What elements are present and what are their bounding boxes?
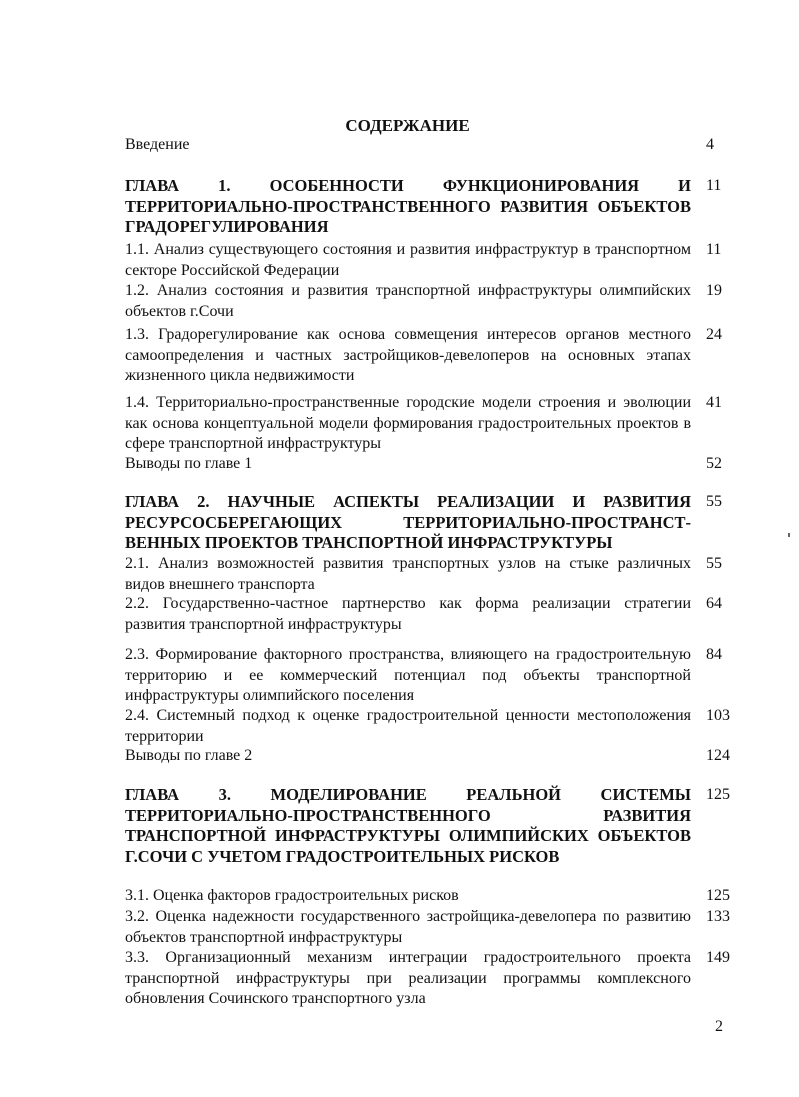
scan-speck bbox=[788, 533, 790, 537]
toc-entry-text: 1.2. Анализ состояния и развития транспортной инфраструктуры олимпийских объектов г.Сочи bbox=[125, 282, 691, 320]
toc-chapter-heading: ГЛАВА 1. ОСОБЕННОСТИ ФУНКЦИОНИРОВАНИЯ И ТЕРРИТОРИАЛЬНО-ПРОСТРАНСТВЕННОГО РАЗВИТИЯ ОБЪЕКТОВ ГРАДОРЕГУЛИРОВАНИЯ bbox=[125, 176, 691, 237]
toc-entry-text: 2.1. Анализ возможностей развития транспортных узлов на стыке различных видов внешнего транспорта bbox=[125, 555, 691, 593]
toc-chapter-heading: ГЛАВА 3. МОДЕЛИРОВАНИЕ РЕАЛЬНОЙ СИСТЕМЫ ТЕРРИТОРИАЛЬНО-ПРОСТРАНСТВЕННОГО РАЗВИТИЯ ТРАНСПОРТНОЙ ИНФРАСТРУКТУРЫ ОЛИМПИЙСКИХ ОБЪЕКТОВ Г.СОЧИ С УЧЕТОМ ГРАДОСТРОИТЕЛЬНЫХ РИСКОВ bbox=[125, 785, 691, 866]
toc-entry-text: Введение bbox=[125, 136, 190, 153]
toc-entry-page: 125 bbox=[706, 887, 730, 904]
page-number: 2 bbox=[715, 1018, 723, 1035]
toc-entry-text: 3.1. Оценка факторов градостроительных рисков bbox=[125, 887, 459, 904]
toc-chapter-heading: ГЛАВА 2. НАУЧНЫЕ АСПЕКТЫ РЕАЛИЗАЦИИ И РАЗВИТИЯ РЕСУРСОСБЕРЕГАЮЩИХ ТЕРРИТОРИАЛЬНО-ПРОСТРАНСТ-ВЕННЫХ ПРОЕКТОВ ТРАНСПОРТНОЙ ИНФРАСТРУКТУРЫ bbox=[125, 492, 691, 553]
toc-entry-page: 149 bbox=[706, 949, 730, 966]
toc-entry-text: Выводы по главе 2 bbox=[125, 747, 253, 764]
toc-entry-page: 19 bbox=[706, 282, 722, 299]
toc-title: СОДЕРЖАНИЕ bbox=[345, 116, 470, 135]
toc-entry-text: 2.3. Формирование факторного пространства, влияющего на градостроительную территорию и ее коммерческий потенциал под объекты транспортной инфраструктуры олимпийского поселения bbox=[125, 646, 691, 705]
toc-entry-page: 125 bbox=[706, 786, 730, 803]
toc-entry-page: 103 bbox=[706, 707, 730, 724]
toc-entry-text: Выводы по главе 1 bbox=[125, 455, 253, 472]
toc-entry-page: 11 bbox=[706, 177, 722, 194]
toc-entry-page: 64 bbox=[706, 595, 722, 612]
toc-entry-page: 84 bbox=[706, 646, 722, 663]
toc-entry-page: 55 bbox=[706, 493, 722, 510]
toc-entry-text: 2.2. Государственно-частное партнерство как форма реализации стратегии развития транспортной инфраструктуры bbox=[125, 595, 691, 633]
toc-entry-text: 3.2. Оценка надежности государственного застройщика-девелопера по развитию объектов транспортной инфраструктуры bbox=[125, 908, 691, 946]
toc-entry-page: 55 bbox=[706, 555, 722, 572]
toc-entry-page: 133 bbox=[706, 908, 730, 925]
toc-entry-page: 41 bbox=[706, 394, 722, 411]
toc-entry-text: 1.3. Градорегулирование как основа совмещения интересов органов местного самоопределения и частных застройщиков-девелоперов на основных этапах жизненного цикла недвижимости bbox=[125, 326, 691, 385]
toc-entry-page: 124 bbox=[706, 747, 730, 764]
toc-entry-page: 24 bbox=[706, 326, 722, 343]
toc-entry-text: 2.4. Системный подход к оценке градостроительной ценности местоположения территории bbox=[125, 707, 691, 745]
toc-entry-text: 3.3. Организационный механизм интеграции градостроительного проекта транспортной инфраструктуры при реализации программы комплексного обновления Сочинского транспортного узла bbox=[125, 949, 691, 1008]
toc-entry-page: 4 bbox=[706, 136, 714, 153]
toc-entry-text: 1.1. Анализ существующего состояния и развития инфраструктур в транспортном секторе Российской Федерации bbox=[125, 241, 691, 279]
toc-entry-page: 11 bbox=[706, 241, 722, 258]
toc-entry-page: 52 bbox=[706, 455, 722, 472]
toc-entry-text: 1.4. Территориально-пространственные городские модели строения и эволюции как основа концептуальной модели формирования градостроительных проектов в сфере транспортной инфраструктуры bbox=[125, 394, 691, 453]
